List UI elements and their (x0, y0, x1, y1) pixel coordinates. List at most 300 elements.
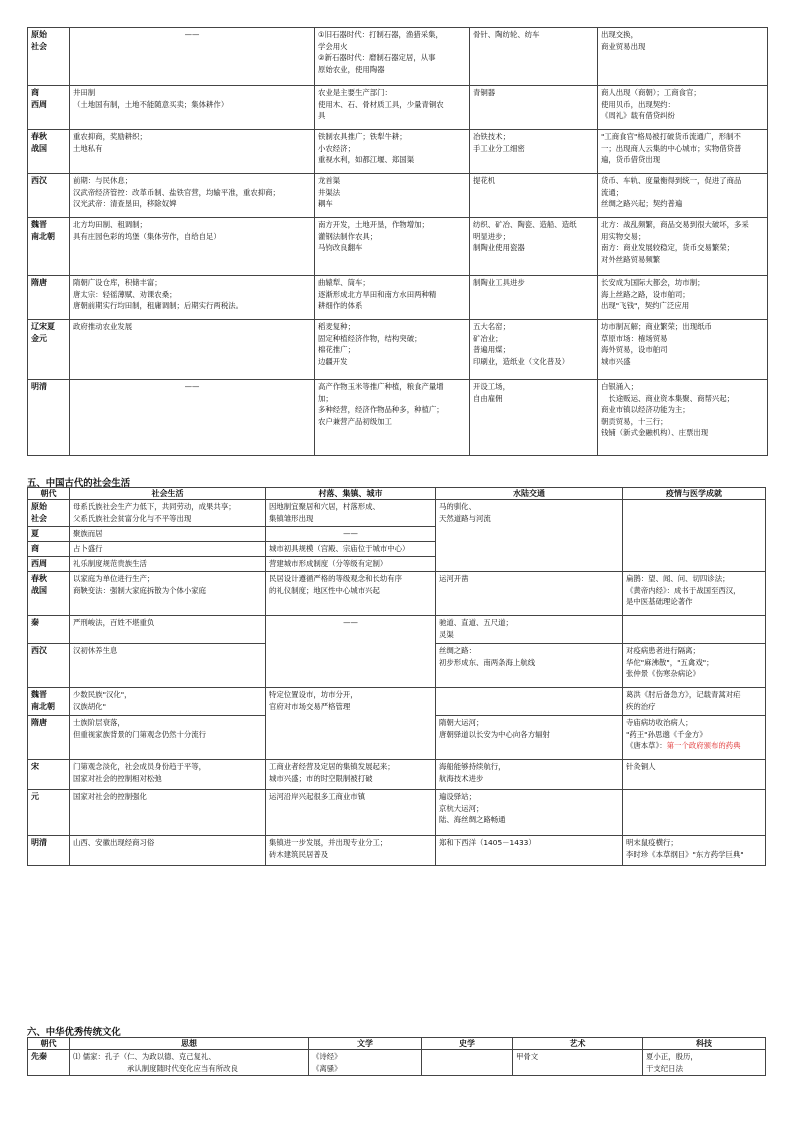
medicine-cell (623, 688, 766, 716)
land-system-cell (70, 276, 315, 320)
handicraft-cell (470, 28, 598, 86)
text-line: 扁鹊：望、闻、问、切四诊法； (626, 574, 730, 583)
economy-table-body (28, 28, 768, 456)
era-cell (28, 130, 70, 174)
text-line: 农户兼营产品初级加工 (318, 416, 392, 426)
text-line: 辽宋夏 (31, 322, 55, 331)
text-line: 出现交换， (601, 30, 638, 39)
text-line: 汉武帝经济管控：改革币制、盐铁官营，均输平准，重农抑商； (73, 187, 280, 197)
agriculture-cell (315, 276, 470, 320)
text-line: 占卜盛行 (73, 544, 103, 553)
text-line: 秦 (31, 618, 39, 627)
header-literature: 文学 (309, 1038, 422, 1050)
text-line: 手工业分工细密 (473, 143, 525, 153)
text-line: 原始农业，使用陶器 (318, 64, 385, 74)
text-line: 制陶业使用瓷器 (473, 243, 525, 253)
header-medicine: 疫情与医学成就 (623, 488, 766, 500)
handicraft-cell (470, 218, 598, 276)
agriculture-cell (315, 380, 470, 456)
text-line: 疾的治疗 (626, 701, 656, 711)
text-line: 唐太宗：轻徭薄赋、劝课农桑； (73, 289, 177, 299)
text-line: 流通； (601, 187, 624, 197)
text-line: 铁制农具推广；铁犁牛耕； (318, 132, 407, 141)
text-line: 重视水利，如都江堰、郑国渠 (318, 155, 415, 165)
text-line: 金元 (31, 334, 47, 343)
commerce-cell (598, 320, 768, 380)
era-cell (28, 500, 70, 527)
medicine-cell (623, 572, 766, 616)
table-row (28, 688, 766, 716)
village-cell (266, 557, 436, 572)
art-cell (513, 1050, 643, 1076)
text-line: 西周 (31, 100, 47, 109)
text-line: 商鞅变法：强制大家庭拆散为个体小家庭 (73, 585, 207, 595)
text-line: 夏小正，殷历， (646, 1052, 698, 1061)
text-line: 井田制 (73, 88, 96, 97)
life-cell (70, 716, 266, 760)
text-line: 夏 (31, 529, 39, 538)
table-row (28, 500, 766, 527)
text-line: 农业是主要生产部门： (318, 88, 392, 97)
text-line: 井渠法 (318, 187, 341, 197)
commerce-cell (598, 380, 768, 456)
text-line: 社会 (31, 42, 47, 51)
text-line: 丝绸之路： (439, 646, 476, 655)
text-line: 《黄帝内经》：成书于战国至西汉， (626, 585, 741, 595)
text-line: 南方开发，土地开垦，作物增加； (318, 220, 429, 229)
text-line: 自由雇佣 (473, 393, 503, 403)
text-line: 高产作物玉米等推广种植，粮食产量增 (318, 382, 444, 391)
text-line: ②新石器时代：磨制石器定居，从事 (318, 53, 436, 63)
era-cell (28, 527, 70, 542)
text-line: 长途贩运、商业资本集聚、商帮兴起； (601, 393, 735, 403)
text-line: 针灸铜人 (626, 762, 656, 771)
life-cell (70, 572, 266, 616)
text-line: 五大名窑； (473, 322, 510, 331)
section-title: 五、中国古代的社会生活 (27, 478, 131, 489)
table-row (28, 790, 766, 836)
village-cell (266, 572, 436, 616)
header-era: 朝代 (28, 488, 70, 500)
life-cell (70, 557, 266, 572)
village-cell (266, 760, 436, 790)
thought-cell (70, 1050, 309, 1076)
text-line: 魏晋 (31, 220, 47, 229)
text-line: 礼乐制度规范贵族生活 (73, 559, 147, 568)
text-line: 提花机 (473, 176, 496, 185)
village-cell (266, 836, 436, 866)
land-system-cell (70, 174, 315, 218)
text-line: 用实物交易； (601, 231, 646, 241)
history-cell (422, 1050, 513, 1076)
text-line: 但重视家族背景的门第观念仍然十分流行 (73, 729, 207, 739)
text-line: 寺庙病坊收治病人； (626, 718, 693, 727)
handicraft-cell (470, 174, 598, 218)
text-line: 对疫病患者进行隔离； (626, 646, 700, 655)
text-line: 社会 (31, 514, 47, 523)
era-cell (28, 542, 70, 557)
land-system-cell (70, 320, 315, 380)
header-history: 史学 (422, 1038, 513, 1050)
text-line: 钱铺（新式金融机构）、庄票出现 (601, 428, 709, 438)
life-cell (70, 836, 266, 866)
life-cell (70, 542, 266, 557)
text-line: 冶铁技术； (473, 132, 510, 141)
text-line: 山西、安徽出现经商习俗 (73, 838, 155, 847)
text-line: 国家对社会的控制相对松弛 (73, 773, 162, 783)
era-cell: 先秦 (28, 1050, 70, 1076)
commerce-cell (598, 276, 768, 320)
text-line: 战国 (31, 144, 47, 153)
table-row (28, 1050, 766, 1076)
text-line: 丝绸之路兴起；契约普遍 (601, 199, 683, 209)
era-cell (28, 572, 70, 616)
medicine-cell (623, 790, 766, 836)
text-line: 汉光武帝：清查垦田，移除奴婢 (73, 199, 177, 209)
text-line: 耕细作的体系 (318, 301, 363, 311)
text-line: 曲辕犁、筒车； (318, 278, 370, 287)
text-line: 以家庭为单位进行生产； (73, 574, 155, 583)
text-line: 陆、海丝绸之路畅通 (439, 815, 506, 825)
era-cell (28, 28, 70, 86)
text-line: 春秋 (31, 132, 47, 141)
transport-cell (436, 616, 623, 644)
land-system-cell (70, 130, 315, 174)
era-cell (28, 616, 70, 644)
life-cell (70, 790, 266, 836)
text-line: 商 (31, 544, 39, 553)
text-line: 集镇进一步发展，并出现专业分工； (269, 838, 388, 847)
table-row (28, 86, 768, 130)
text-line: 开设工场， (473, 382, 510, 391)
land-system-cell (70, 218, 315, 276)
text-line: 原始 (31, 502, 47, 511)
social-life-table (27, 487, 766, 866)
text-line: 运河开凿 (439, 574, 469, 583)
text-line: 《周礼》载有借贷纠纷 (601, 111, 675, 121)
text-line: 运河沿岸兴起很多工商业市镇 (269, 792, 366, 801)
table-row (28, 760, 766, 790)
commerce-cell (598, 174, 768, 218)
medicine-cell (623, 716, 766, 760)
text-line: 骨针、陶纺轮、纺车 (473, 30, 540, 39)
life-cell (70, 644, 266, 688)
text-line: 商业市镇以经济功能为主； (601, 405, 690, 415)
era-cell (28, 836, 70, 866)
agriculture-cell (315, 320, 470, 380)
text-line: 马钧改良翻车 (318, 243, 363, 253)
handicraft-cell (470, 130, 598, 174)
life-cell (70, 688, 266, 716)
text-line: 白银涌入； (601, 382, 638, 391)
era-cell (28, 320, 70, 380)
handicraft-cell (470, 320, 598, 380)
agriculture-cell (315, 174, 470, 218)
header-science: 科技 (643, 1038, 766, 1050)
text-line: 灌钢法制作农具； (318, 231, 378, 241)
era-cell (28, 86, 70, 130)
text-line: 海外贸易，设市舶司 (601, 345, 668, 355)
text-line: 具有庄园色彩的坞堡（集体劳作，自给自足） (73, 231, 221, 241)
text-line: 具 (318, 111, 326, 121)
agriculture-cell (315, 130, 470, 174)
life-cell (70, 760, 266, 790)
text-line: 初步形成东、南两条海上航线 (439, 657, 536, 667)
text-line: 《诗经》 (312, 1052, 342, 1061)
commerce-cell (598, 130, 768, 174)
text-line: 北方：战乱频繁，商品交易到很大破坏，多采 (601, 220, 749, 229)
era-cell (28, 760, 70, 790)
header-art: 艺术 (513, 1038, 643, 1050)
header-village: 村落、集镇、城市 (266, 488, 436, 500)
text-line: 固定种植经济作物，结构突破； (318, 333, 422, 343)
commerce-cell (598, 28, 768, 86)
text-line: 母系氏族社会生产力低下，共同劳动，成果共享； (73, 502, 236, 511)
table-row (28, 836, 766, 866)
text-line: 汉族胡化" (73, 701, 106, 711)
text-line: 《离骚》 (312, 1063, 342, 1073)
text-line: 砖木建筑民居普及 (269, 849, 329, 859)
text-line: 边疆开发 (318, 356, 348, 366)
village-cell (266, 790, 436, 836)
era-cell (28, 557, 70, 572)
text-line: 门第观念淡化，社会成员身份趋于平等， (73, 762, 207, 771)
header-row (28, 488, 766, 500)
text-line: 隋唐 (31, 718, 47, 727)
life-cell (70, 500, 266, 527)
text-line: 普遍用煤； (473, 345, 510, 355)
era-cell (28, 688, 70, 716)
table-row (28, 616, 766, 644)
text-line: 春秋 (31, 574, 47, 583)
text-line: 李时珍《本草纲目》"东方药学巨典" (626, 849, 744, 859)
text-line: 遍设驿站； (439, 792, 476, 801)
text-line: 印刷业，造纸业（文化普及） (473, 356, 570, 366)
text-line: 遍，货币借贷出现 (601, 155, 661, 165)
text-line: 士族阶层衰落， (73, 718, 125, 727)
agriculture-cell (315, 86, 470, 130)
text-line: ⑴ 儒家：孔子（仁、为政以德、克己复礼、 (73, 1052, 216, 1061)
agriculture-cell (315, 28, 470, 86)
text-line: —— (184, 30, 200, 39)
text-line: 使用木、石、骨材质工具，少量青铜农 (318, 99, 444, 109)
table-row (28, 174, 768, 218)
table-row (28, 380, 768, 456)
text-line: 学会用火 (318, 41, 348, 51)
header-transport: 水陆交通 (436, 488, 623, 500)
text-line: 唐朝前期实行均田制，租庸调制；后期实行两税法。 (73, 301, 243, 311)
header-era: 朝代 (28, 1038, 70, 1050)
text-line: 隋唐 (31, 278, 47, 287)
text-line: 明显进步； (473, 231, 510, 241)
text-line: ①旧石器时代：打制石器，渔猎采集， (318, 30, 443, 39)
transport-cell (436, 836, 623, 866)
text-line: 坊市制瓦解；商业繁荣；出现纸币 (601, 322, 712, 331)
text-line: 草原市场：榷场贸易 (601, 333, 668, 343)
era-cell (28, 644, 70, 688)
transport-cell (436, 790, 623, 836)
text-line: 张仲景《伤寒杂病论》 (626, 669, 700, 679)
text-line: 前期：与民休息； (73, 176, 133, 185)
transport-cell (436, 572, 623, 616)
transport-cell (436, 760, 623, 790)
text-line: 西汉 (31, 176, 47, 185)
table-row (28, 28, 768, 86)
text-line: 使用贝币，出现契约： (601, 99, 675, 109)
text-line: 出现"飞钱"，契约广泛应用 (601, 301, 690, 311)
medicine-cell (623, 616, 766, 644)
text-line: 朝贡贸易，十三行； (601, 416, 668, 426)
text-line: 聚族而居 (73, 529, 103, 538)
text-line: 特定位置设市，坊市分开， (269, 690, 358, 699)
text-line: 北方均田制、租调制； (73, 220, 147, 229)
text-line: 元 (31, 792, 39, 801)
text-line: 航海技术进步 (439, 773, 484, 783)
text-line: 南方：商业发展较稳定，货币交易繁荣； (601, 243, 735, 253)
agriculture-cell (315, 218, 470, 276)
village-cell (266, 616, 436, 688)
text-line: 西周 (31, 559, 47, 568)
text-line: 耦车 (318, 199, 333, 209)
handicraft-cell (470, 86, 598, 130)
text-line: 甲骨文 (516, 1052, 539, 1061)
text-line: 青铜器 (473, 88, 496, 97)
text-line: 唐朝驿道以长安为中心向各方辐射 (439, 729, 550, 739)
section-title: 六、中华优秀传统文化 (27, 1027, 121, 1038)
text-line: 魏晋 (31, 690, 47, 699)
medicine-cell (623, 644, 766, 688)
text-line: 政府推动农业发展 (73, 322, 133, 331)
text-line: 南北朝 (31, 232, 55, 241)
text-line: 宋 (31, 762, 39, 771)
text-line: —— (184, 382, 200, 391)
text-line: 原始 (31, 30, 47, 39)
table-row (28, 572, 766, 616)
village-cell (266, 542, 436, 557)
text-line: 驰道、直道、五尺道； (439, 618, 513, 627)
text-line: 商人出现（商朝）；工商食官； (601, 88, 701, 97)
text-line: 严刑峻法，百姓不堪重负 (73, 618, 155, 627)
text-line: 马的驯化、 (439, 502, 476, 511)
text-line: 明清 (31, 838, 47, 847)
text-line: 矿冶业； (473, 333, 503, 343)
culture-table (27, 1037, 766, 1076)
text-line: 汉初休养生息 (73, 646, 118, 655)
text-line: "药王"孙思邈《千金方》 (626, 729, 707, 739)
land-system-cell (70, 380, 315, 456)
text-line: 长安成为国际大都会，坊市制； (601, 278, 705, 287)
text-line: 西汉 (31, 646, 47, 655)
text-line: （土地国有制，土地不能随意买卖；集体耕作） (73, 99, 229, 109)
text-line: 隋朝大运河； (439, 718, 484, 727)
text-line: 《唐本草》： (626, 741, 667, 751)
header-life: 社会生活 (70, 488, 266, 500)
text-line: 京杭大运河； (439, 803, 484, 813)
text-line: "工商食官"格局被打破货币流通广，形制不 (601, 132, 741, 141)
land-system-cell (70, 28, 315, 86)
text-line: 国家对社会的控制强化 (73, 792, 147, 801)
text-line: 是中医基础理论著作 (626, 597, 693, 607)
commerce-cell (598, 86, 768, 130)
text-line: 官府对市场交易严格管理 (269, 701, 351, 711)
text-line: 海上丝路之路，设市舶司； (601, 289, 690, 299)
medicine-cell (623, 760, 766, 790)
text-line: 一；出现商人云集的中心城市；实物借贷普 (601, 143, 742, 153)
text-line: 制陶业工具进步 (473, 278, 525, 287)
era-cell (28, 716, 70, 760)
text-line: 工商业者经营及定居的集镇发展起来； (269, 762, 395, 771)
text-line: 承认制度随时代变化应当有所改良 (127, 1063, 238, 1073)
text-line: 海船能够持续航行， (439, 762, 506, 771)
village-cell (266, 500, 436, 527)
text-line: 隋朝广设仓库，积储丰富； (73, 278, 162, 287)
text-line: 集镇雏形出现 (269, 513, 314, 523)
economy-table (27, 27, 768, 456)
life-cell (70, 616, 266, 644)
era-cell (28, 276, 70, 320)
text-line: 货币、车轨、度量衡得到统一，促进了商品 (601, 176, 742, 185)
text-line: 逐渐形成北方旱田和南方水田两种精 (318, 289, 437, 299)
text-line: 郑和下西洋（1405－1433） (439, 838, 536, 847)
text-line: 灵渠 (439, 629, 454, 639)
era-cell (28, 174, 70, 218)
text-line: 稻麦复种； (318, 322, 355, 331)
text-line: 城市兴盛；市的时空限制被打破 (269, 773, 373, 783)
table-row (28, 218, 768, 276)
text-line: 城市兴盛 (601, 356, 631, 366)
literature-cell (309, 1050, 422, 1076)
header-row (28, 1038, 766, 1050)
era-cell (28, 380, 70, 456)
transport-cell (436, 644, 623, 688)
text-line: 的礼仪制度；地区性中心城市兴起 (269, 585, 380, 595)
transport-cell (436, 716, 623, 760)
text-line: 天然道路与河流 (439, 513, 491, 523)
life-cell (70, 527, 266, 542)
text-line: 纺织、矿冶、陶瓷、造船、造纸 (473, 220, 577, 229)
text-line: 城市初具规模（宫殿、宗庙位于城市中心） (269, 544, 410, 553)
text-line: 明末鼠疫横行； (626, 838, 678, 847)
text-line: 营建城市形成制度（分等级有定制） (269, 559, 388, 568)
text-line: 父系氏族社会贫富分化与不平等出现 (73, 513, 192, 523)
text-line: 明清 (31, 382, 47, 391)
text-line: 棉花推广； (318, 345, 355, 355)
era-cell (28, 218, 70, 276)
text-line: 华佗"麻沸散"，"五禽戏"； (626, 657, 714, 667)
text-line: 葛洪《肘后备急方》，记载青蒿对疟 (626, 690, 741, 699)
text-line: 对外丝路贸易频繁 (601, 254, 661, 264)
text-line: 少数民族"汉化"， (73, 690, 132, 699)
medicine-cell (623, 500, 766, 572)
table-row (28, 276, 768, 320)
handicraft-cell (470, 380, 598, 456)
commerce-cell (598, 218, 768, 276)
text-line: 小农经济； (318, 143, 355, 153)
medicine-cell (623, 836, 766, 866)
table-row (28, 130, 768, 174)
handicraft-cell (470, 276, 598, 320)
transport-cell (436, 500, 623, 572)
header-thought: 思想 (70, 1038, 309, 1050)
text-line: 土地私有 (73, 143, 103, 153)
era-cell (28, 790, 70, 836)
text-line: —— (343, 529, 358, 538)
village-cell (266, 527, 436, 542)
text-line: 战国 (31, 586, 47, 595)
text-line: 因地制宜聚居和穴居，村落形成、 (269, 502, 380, 511)
science-cell (643, 1050, 766, 1076)
text-line: 多种经营，经济作物品种多，种植广； (318, 405, 444, 415)
